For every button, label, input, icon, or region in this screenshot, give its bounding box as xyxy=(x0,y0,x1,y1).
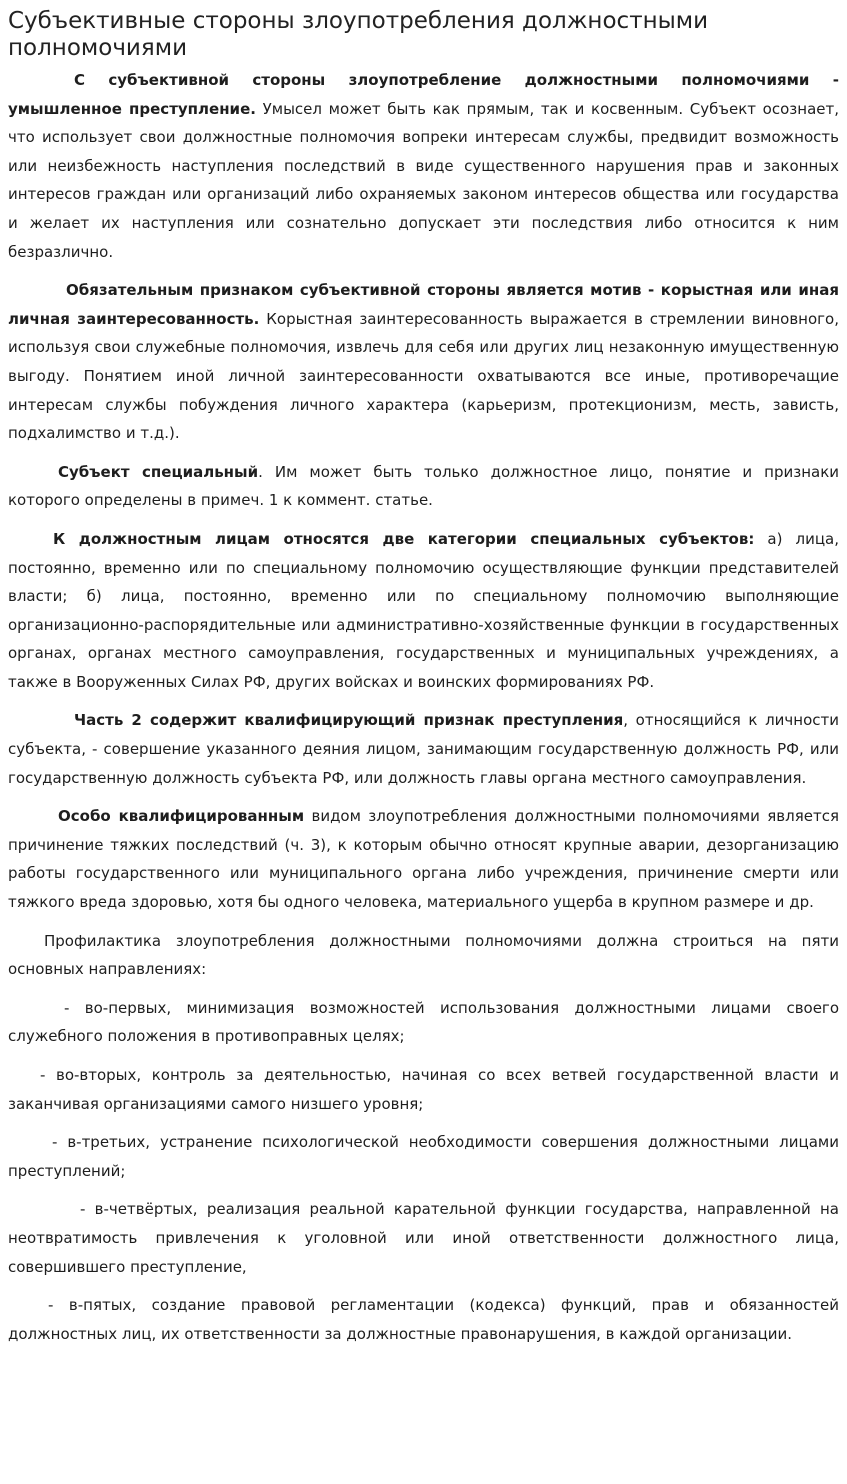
paragraph-text: а) лица, постоянно, временно или по специальному полномочию осуществляющие функции представителей власти; б) лица, постоянно, временно или по специальному полномочию выполняющие организационно-распорядительные или административно-хозяйственные функции в государственных органах, органах местного самоуправления, государственных и муниципальных учреждениях, а также в Вооруженных Силах РФ, других войсках и воинских формированиях РФ. xyxy=(8,529,839,691)
paragraph-text: видом злоупотребления должностными полномочиями является причинение тяжких последствий (ч. 3), к которым обычно относят крупные аварии, дезорганизацию работы государственного или муниципального органа либо учреждения, причинение смерти или тяжкого вреда здоровью, хотя бы одного человека, материального ущерба в крупном размере и др. xyxy=(8,807,839,912)
list-item-third: - в-третьих, устранение психологической необходимости совершения должностными лицами преступлений; xyxy=(8,1133,839,1180)
paragraph-prevention: Профилактика злоупотребления должностными полномочиями должна строиться на пяти основных направлениях: xyxy=(8,931,839,979)
list-item-second: - во-вторых, контроль за деятельностью, начиная со всех ветвей государственной власти и заканчивая организациями самого низшего уровня; xyxy=(8,1066,839,1113)
paragraph-text: Умысел может быть как прямым, так и косвенным. Субъект осознает, что использует свои должностные полномочия вопреки интересам службы, предвидит возможность или неизбежность наступления последствий в виде существенного нарушения прав и законных интересов граждан или организаций либо охраняемых законом интересов общества или государства и желает их наступления или сознательно допускает эти последствия либо относится к ним безразлично. xyxy=(8,99,839,261)
list-item-fourth: - в-четвёртых, реализация реальной карательной функции государства, направленной на неотвратимость привлечения к уголовной или иной ответственности должностного лица, совершившего преступление, xyxy=(8,1200,839,1276)
paragraph-especially-qualified xyxy=(8,802,839,916)
paragraph-lead: Особо квалифицированным xyxy=(58,807,305,826)
paragraph-text: , относящийся к личности субъекта, - совершение указанного деяния лицом, занимающим государственную должность РФ, или государственную должность субъекта РФ, или должность главы органа местного самоуправления. xyxy=(8,711,839,787)
paragraph-lead: Часть 2 содержит квалифицирующий признак преступления xyxy=(74,711,624,730)
page-title: Субъективные стороны злоупотребления должностными полномочиями xyxy=(8,8,709,61)
paragraph-lead: К должностным лицам относятся две категории специальных субъектов: xyxy=(53,529,755,548)
paragraph-special-subject xyxy=(8,458,839,515)
paragraph-subjective-side xyxy=(8,66,839,266)
paragraph-officials xyxy=(8,525,839,697)
paragraph-lead: С субъективной стороны злоупотребление должностными полномочиями - умышленное преступление. xyxy=(8,71,839,118)
paragraph-lead: Обязательным признаком субъективной стороны является мотив - корыстная или иная личная заинтересованность. xyxy=(8,281,839,328)
paragraph-lead: Субъект специальный xyxy=(58,462,259,481)
list-item-fifth: - в-пятых, создание правовой регламентации (кодекса) функций, прав и обязанностей должностных лиц, их ответственности за должностные правонарушения, в каждой организации. xyxy=(8,1296,839,1343)
paragraph-text: Корыстная заинтересованность выражается в стремлении виновного, используя свои служебные полномочия, извлечь для себя или других лиц незаконную имущественную выгоду. Понятием иной личной заинтересованности охватываются все иные, противоречащие интересам службы побуждения личного характера (карьеризм, протекционизм, месть, зависть, подхалимство и т.д.). xyxy=(8,309,839,443)
list-item-first: - во-первых, минимизация возможностей использования должностными лицами своего служебного положения в противоправных целях; xyxy=(8,998,839,1046)
paragraph-text: . Им может быть только должностное лицо, понятие и признаки которого определены в примеч. 1 к коммент. статье. xyxy=(8,462,840,510)
paragraph-motive xyxy=(8,276,839,448)
paragraph-part-two xyxy=(8,706,839,792)
